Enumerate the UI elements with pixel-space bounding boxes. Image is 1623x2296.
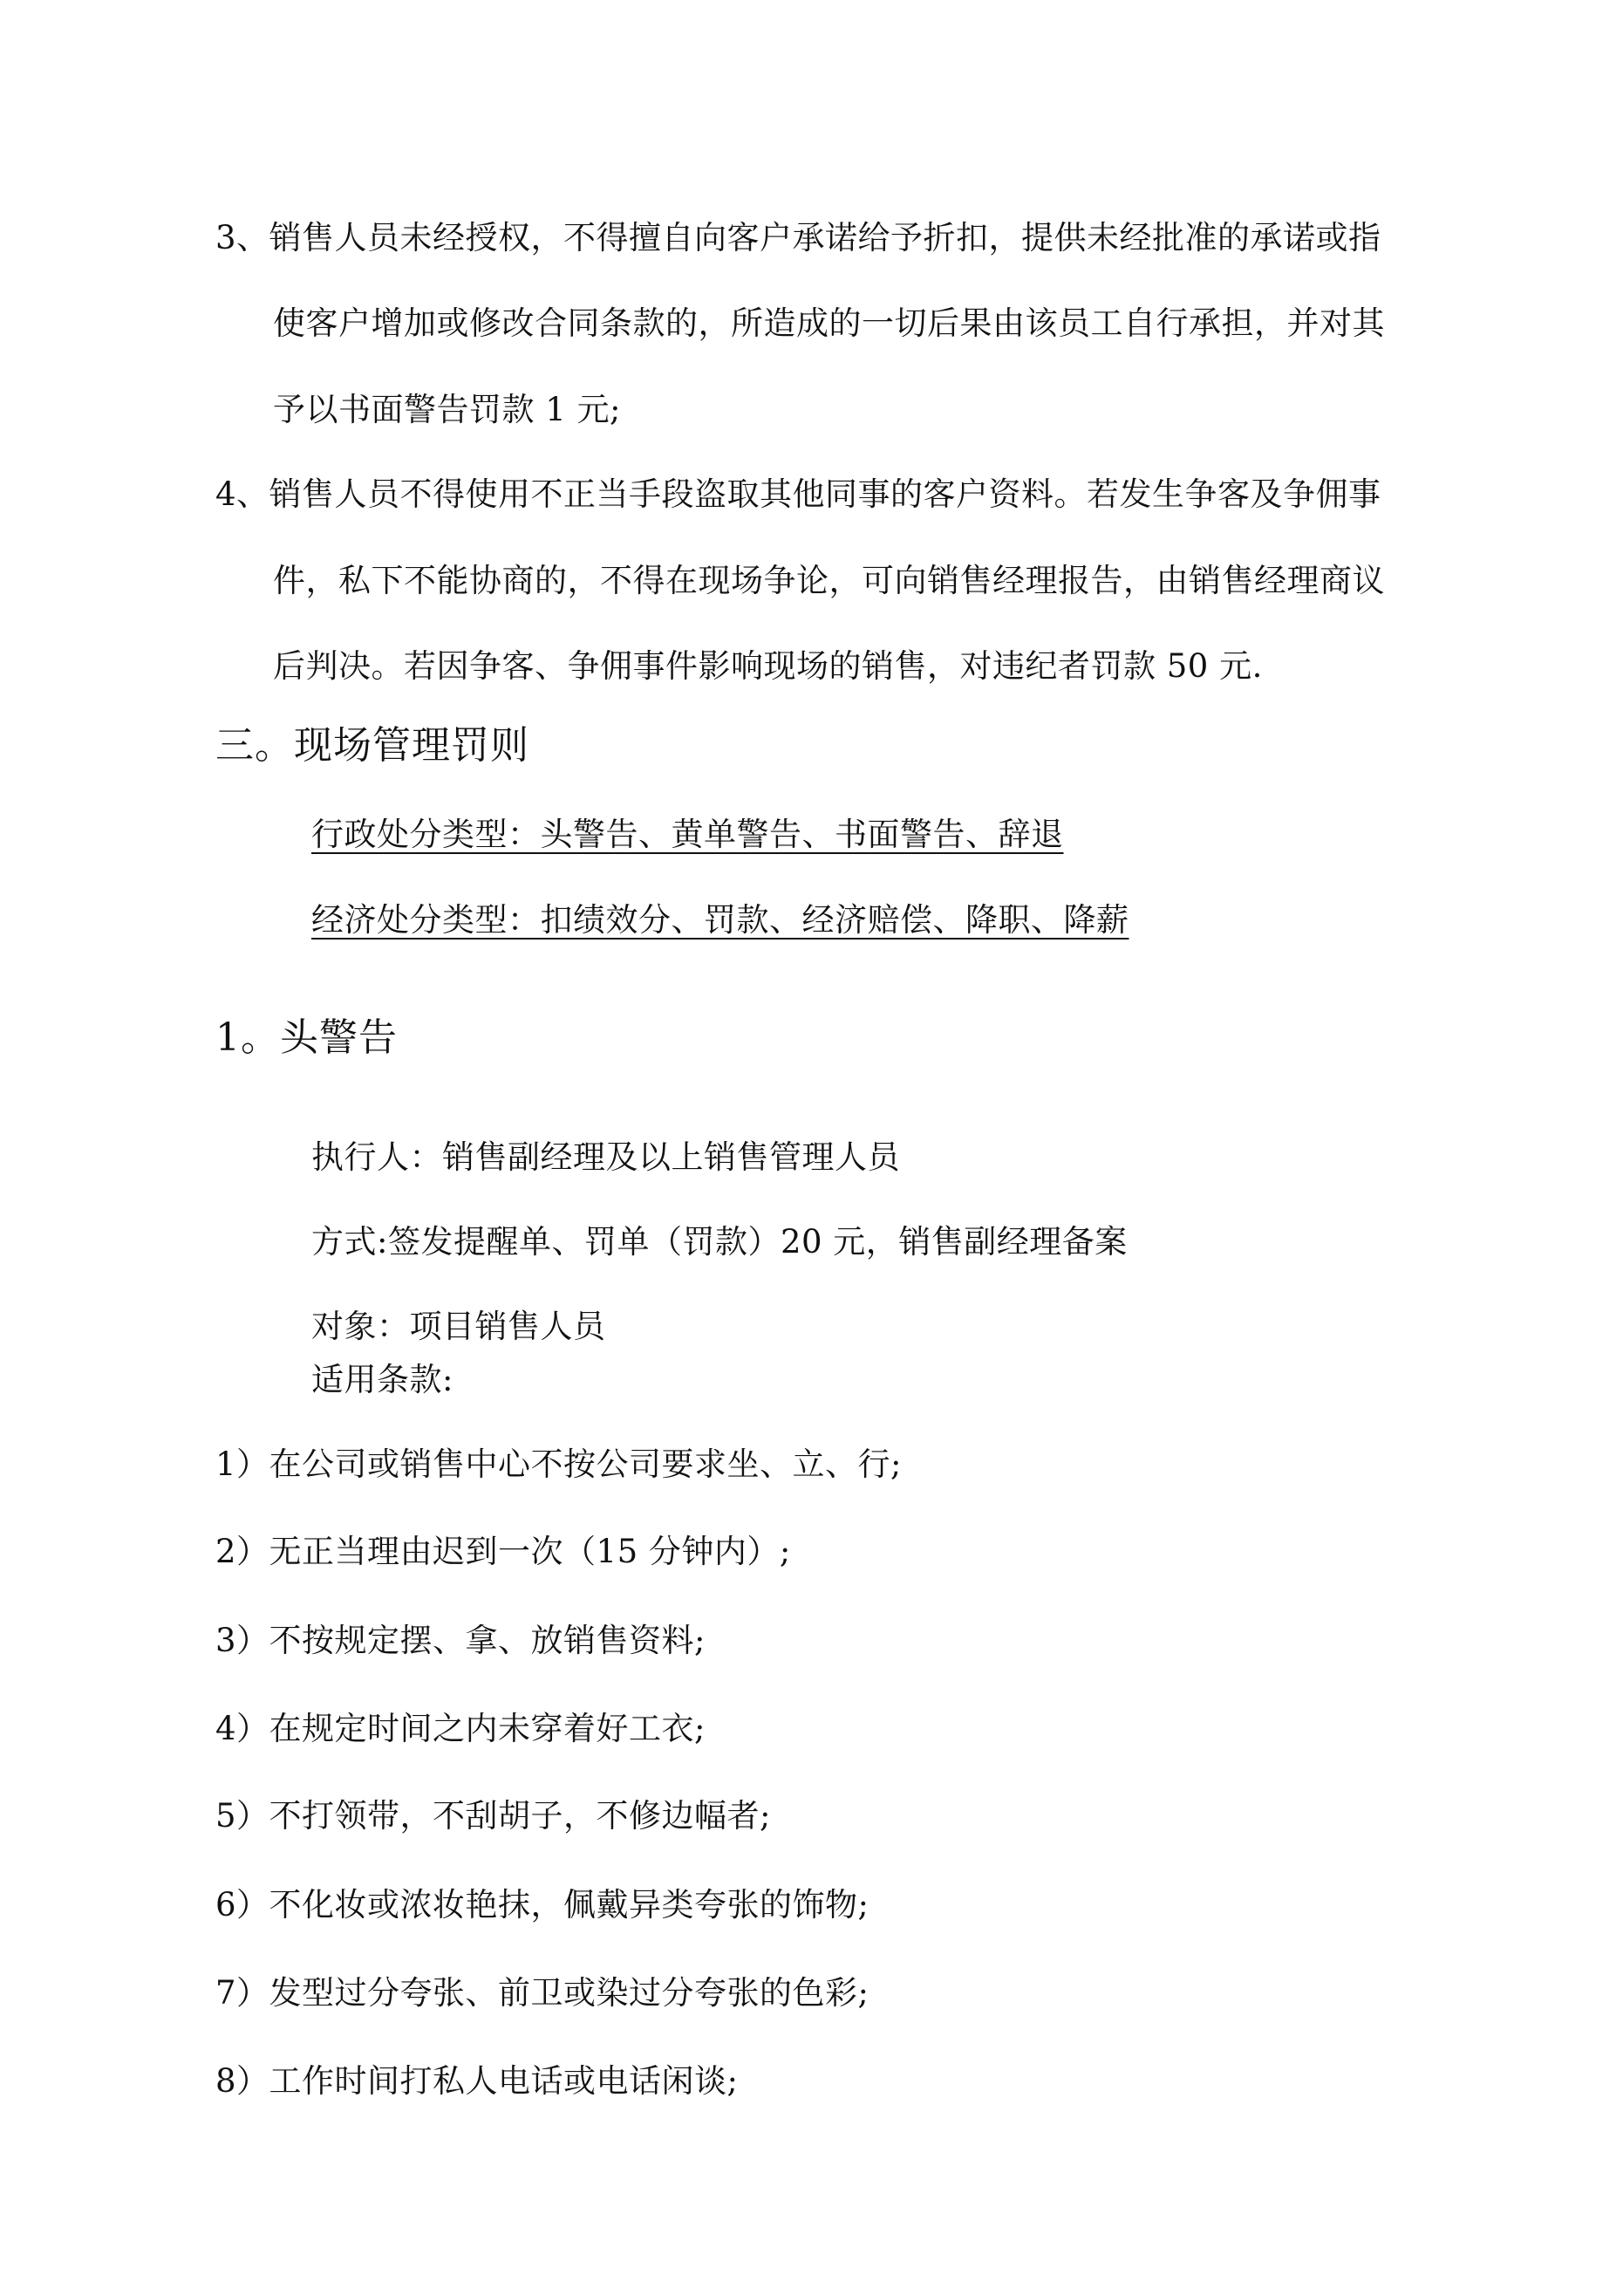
rule-3-line-1: 3、销售人员未经授权，不得擅自向客户承诺给予折扣，提供未经批准的承诺或指 [215, 219, 1381, 256]
clause-5: 5）不打领带，不刮胡子，不修边幅者; [215, 1797, 772, 1835]
economic-penalty-text: 经济处分类型：扣绩效分、罚款、经济赔偿、降职、降薪 [311, 901, 1129, 939]
clause-3: 3）不按规定摆、拿、放销售资料; [215, 1622, 706, 1659]
clause-7: 7）发型过分夸张、前卫或染过分夸张的色彩; [215, 1974, 869, 2012]
section-3-title: 三。现场管理罚则 [215, 723, 529, 768]
rule-4-line-2: 件，私下不能协商的，不得在现场争论，可向销售经理报告，由销售经理商议 [273, 562, 1385, 599]
rule-3-line-2: 使客户增加或修改合同条款的，所造成的一切后果由该员工自行承担，并对其 [273, 304, 1385, 342]
clause-6: 6）不化妆或浓妆艳抹，佩戴异类夸张的饰物; [215, 1886, 869, 1924]
admin-penalty-text: 行政处分类型：头警告、黄单警告、书面警告、辞退 [311, 816, 1064, 853]
clause-1: 1）在公司或销售中心不按公司要求坐、立、行; [215, 1445, 903, 1483]
executor-line: 执行人：销售副经理及以上销售管理人员 [311, 1138, 900, 1176]
clause-8: 8）工作时间打私人电话或电话闲谈; [215, 2062, 739, 2100]
rule-3-line-3: 予以书面警告罚款 1 元; [273, 391, 622, 428]
clauses-label: 适用条款: [311, 1361, 453, 1398]
method-line: 方式:签发提醒单、罚单（罚款）20 元，销售副经理备案 [311, 1223, 1128, 1261]
clause-4: 4）在规定时间之内未穿着好工衣; [215, 1710, 706, 1747]
rule-4-line-3: 后判决。若因争客、争佣事件影响现场的销售，对违纪者罚款 50 元. [273, 647, 1263, 685]
clause-2: 2）无正当理由迟到一次（15 分钟内）; [215, 1533, 791, 1570]
target-line: 对象：项目销售人员 [311, 1308, 606, 1345]
admin-penalty-types [311, 818, 1064, 851]
rule-4-line-1: 4、销售人员不得使用不正当手段盗取其他同事的客户资料。若发生争客及争佣事 [215, 475, 1381, 513]
subsection-1-title: 1。头警告 [215, 1015, 398, 1060]
economic-penalty-types [311, 901, 1129, 939]
